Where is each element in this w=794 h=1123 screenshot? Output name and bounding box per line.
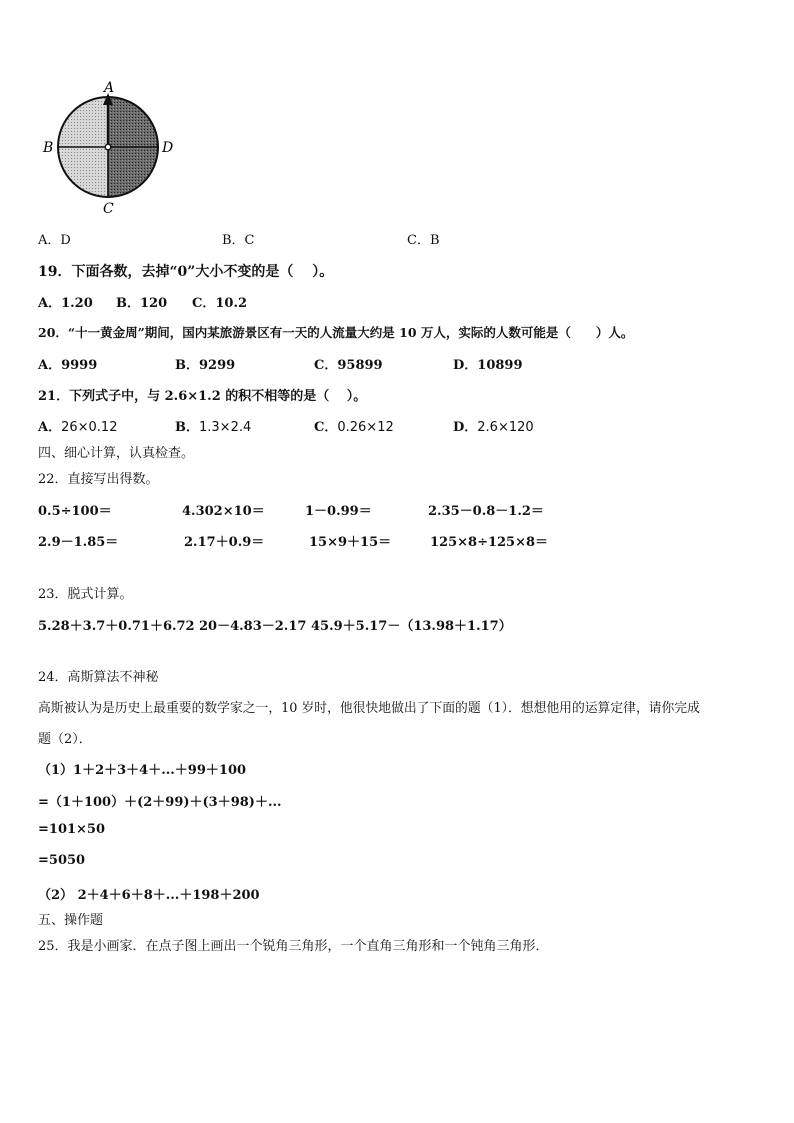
- q21-stem: 21．下列式子中，与 2.6×1.2 的积不相等的是（ ）。: [38, 389, 367, 404]
- q22-item: 125×8÷125×8＝: [430, 535, 549, 550]
- q23-item: 45.9＋5.17－（13.98＋1.17）: [311, 619, 512, 634]
- q19-option-c: C．10.2: [192, 296, 248, 311]
- q22-item: 15×9＋15＝: [309, 535, 392, 550]
- q24-paragraph-1: 高斯被认为是历史上最重要的数学家之一，10 岁时，他很快地做出了下面的题（1）．想想他用的运算定律，请你完成: [38, 701, 700, 716]
- q19-stem: 19．下面各数，去掉“0”大小不变的是（ ）。: [38, 264, 334, 280]
- q23-stem: 23．脱式计算。: [38, 587, 133, 602]
- q18-option-c: C．B: [407, 233, 440, 248]
- q19-option-a: A．1.20: [38, 296, 93, 311]
- q23-item: 5.28＋3.7＋0.71＋6.72: [38, 619, 195, 634]
- q22-item: 2.9－1.85＝: [38, 535, 119, 550]
- q19-option-b: B．120: [116, 296, 168, 311]
- q21-option-c: C．0.26×12: [314, 420, 394, 435]
- q24-line: （1）1＋2＋3＋4＋...＋99＋100: [38, 763, 247, 778]
- section-4-heading: 四、细心计算，认真检查。: [38, 446, 195, 461]
- q24-line: =101×50: [38, 822, 106, 837]
- q20-option-c: C．95899: [314, 358, 383, 373]
- q21-option-a: A．26×0.12: [38, 420, 118, 435]
- q22-item: 2.17＋0.9＝: [184, 535, 265, 550]
- label-d: D: [162, 140, 174, 156]
- q20-option-a: A．9999: [38, 358, 98, 373]
- section-5-heading: 五、操作题: [38, 913, 104, 928]
- q24-line: （2） 2＋4＋6＋8＋...＋198＋200: [38, 888, 260, 903]
- label-c: C: [103, 201, 114, 215]
- q21-option-d: D．2.6×120: [453, 420, 534, 435]
- q22-item: 0.5÷100＝: [38, 504, 112, 519]
- q21-option-b: B．1.3×2.4: [175, 420, 252, 435]
- q22-item: 4.302×10＝: [182, 504, 265, 519]
- label-b: B: [43, 140, 54, 156]
- q25-stem: 25．我是小画家．在点子图上画出一个锐角三角形，一个直角三角形和一个钝角三角形．: [38, 939, 549, 954]
- q24-line: =5050: [38, 853, 86, 868]
- q24-paragraph-2: 题（2）．: [38, 732, 92, 747]
- spinner-circle-figure: [38, 80, 178, 215]
- q18-option-a: A．D: [38, 233, 71, 248]
- q24-line: =（1＋100）＋(2＋99)＋(3＋98)＋...: [38, 795, 282, 810]
- q22-stem: 22．直接写出得数。: [38, 472, 159, 487]
- q20-option-d: D．10899: [453, 358, 523, 373]
- label-a: A: [104, 80, 115, 96]
- q22-item: 1－0.99＝: [305, 504, 372, 519]
- q24-stem: 24．高斯算法不神秘: [38, 670, 159, 685]
- q20-stem: 20．“十一黄金周”期间，国内某旅游景区有一天的人流量大约是 10 万人，实际的人数可能是（ ）人。: [38, 325, 634, 340]
- q20-option-b: B．9299: [175, 358, 236, 373]
- q18-option-b: B．C: [222, 233, 255, 248]
- q23-item: 20－4.83－2.17: [199, 619, 307, 634]
- q22-item: 2.35－0.8－1.2＝: [428, 504, 544, 519]
